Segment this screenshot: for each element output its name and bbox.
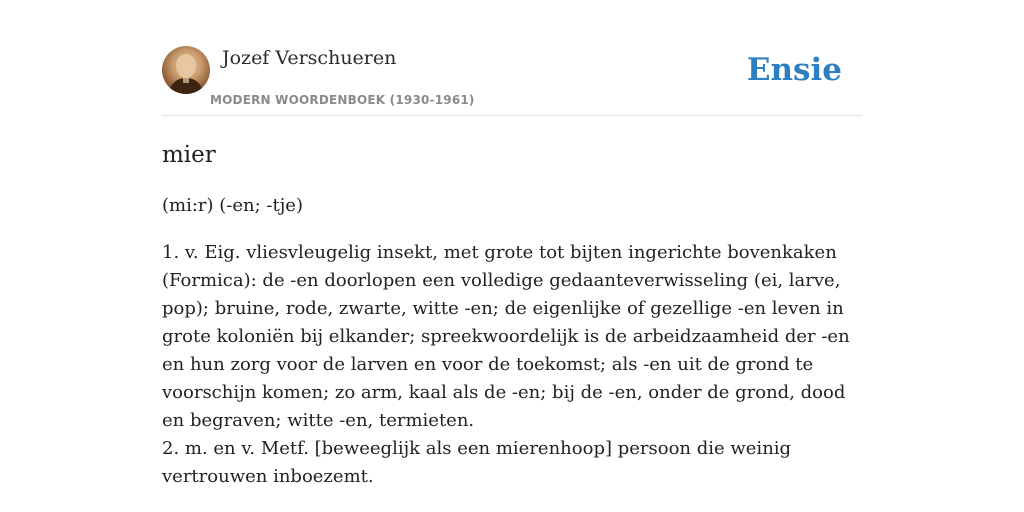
entry-definition — [162, 239, 867, 491]
source-label[interactable]: MODERN WOORDENBOEK (1930-1961) — [210, 93, 475, 107]
portrait-icon — [162, 46, 210, 94]
entry-card — [162, 0, 862, 512]
definition-sense-1: 1. v. Eig. vliesvleugelig insekt, met grote tot bijten ingerichte bovenkaken (Formica): de -en doorlopen een volledige gedaanteverwisseling (ei, larve, pop); bruine, rode, zwarte, witte -en; de eigenlijke of gezellige -en leven in grote koloniën bij elkander; spreekwoordelijk is de arbeidzaamheid der -en en hun zorg voor de larven en voor de toekomst; als -en uit de grond te voorschijn komen; zo arm, kaal als de -en; bij de -en, onder de grond, dood en begraven; witte -en, termieten. — [162, 242, 850, 431]
definition-sense-2: 2. m. en v. Metf. [beweeglijk als een mierenhoop] persoon die weinig vertrouwen inboezemt. — [162, 438, 792, 487]
entry-header — [162, 0, 862, 116]
author-name[interactable]: Jozef Verschueren — [222, 47, 397, 69]
brand-logo[interactable]: Ensie — [746, 52, 842, 88]
entry-pronunciation: (mi:r) (-en; -tje) — [162, 195, 303, 216]
author-avatar[interactable] — [162, 46, 210, 94]
entry-word: mier — [162, 142, 216, 168]
